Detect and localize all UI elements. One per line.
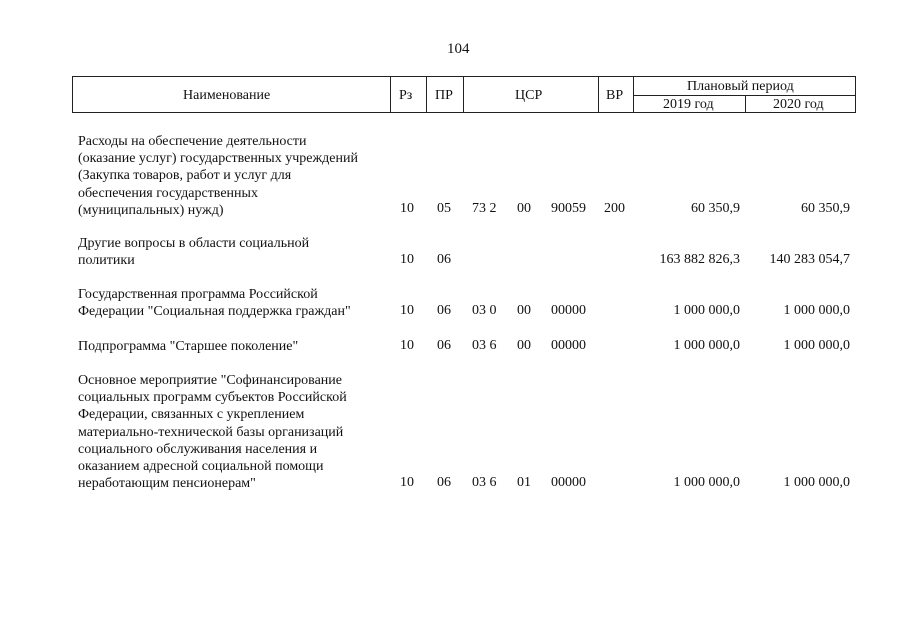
header-name: Наименование [183, 88, 271, 103]
row-pr: 05 [437, 201, 451, 216]
row-pr: 06 [437, 252, 451, 267]
row-csr-program: 03 6 [472, 475, 497, 490]
row-rz: 10 [400, 201, 414, 216]
table-header [72, 76, 856, 113]
row-csr-program: 03 0 [472, 303, 497, 318]
header-vr: ВР [606, 88, 624, 103]
header-pr: ПР [435, 88, 453, 103]
row-amount-2019: 1 000 000,0 [673, 303, 740, 318]
row-csr-subprogram: 00 [517, 201, 531, 216]
row-csr-program: 73 2 [472, 201, 497, 216]
row-amount-2019: 163 882 826,3 [659, 252, 740, 267]
row-pr: 06 [437, 303, 451, 318]
row-rz: 10 [400, 338, 414, 353]
row-rz: 10 [400, 475, 414, 490]
row-rz: 10 [400, 303, 414, 318]
row-rz: 10 [400, 252, 414, 267]
row-csr-program: 03 6 [472, 338, 497, 353]
row-csr-subprogram: 00 [517, 303, 531, 318]
row-pr: 06 [437, 338, 451, 353]
header-csr: ЦСР [515, 88, 543, 103]
header-year-2019: 2019 год [663, 97, 714, 112]
row-csr-direction: 00000 [551, 338, 586, 353]
header-year-2020: 2020 год [773, 97, 824, 112]
row-amount-2020: 1 000 000,0 [783, 338, 850, 353]
row-pr: 06 [437, 475, 451, 490]
row-csr-direction: 90059 [551, 201, 586, 216]
page-number: 104 [447, 41, 470, 57]
row-amount-2019: 1 000 000,0 [673, 338, 740, 353]
table-row-name: Государственная программа Российской Федерации "Социальная поддержка граждан" [78, 287, 351, 320]
row-vr: 200 [604, 201, 625, 216]
row-csr-subprogram: 01 [517, 475, 531, 490]
row-csr-subprogram: 00 [517, 338, 531, 353]
row-amount-2020: 60 350,9 [801, 201, 850, 216]
row-amount-2019: 60 350,9 [691, 201, 740, 216]
table-row-name: Расходы на обеспечение деятельности (оказание услуг) государственных учреждений (Закупка товаров, работ и услуг для обеспечения государственных (муниципальных) нужд) [78, 134, 358, 218]
row-amount-2020: 140 283 054,7 [769, 252, 850, 267]
row-csr-direction: 00000 [551, 475, 586, 490]
row-amount-2020: 1 000 000,0 [783, 303, 850, 318]
header-plan-period: Плановый период [687, 79, 794, 94]
row-csr-direction: 00000 [551, 303, 586, 318]
table-row-name: Основное мероприятие "Софинансирование социальных программ субъектов Российской Федерации, связанных с укреплением материально-технической базы организаций социального обслуживания населения и оказанием адресной социальной помощи неработающим пенсионерам" [78, 373, 347, 492]
row-amount-2020: 1 000 000,0 [783, 475, 850, 490]
header-rz: Рз [399, 88, 413, 103]
row-amount-2019: 1 000 000,0 [673, 475, 740, 490]
table-row-name: Другие вопросы в области социальной политики [78, 236, 310, 269]
table-row-name: Подпрограмма "Старшее поколение" [78, 339, 299, 354]
